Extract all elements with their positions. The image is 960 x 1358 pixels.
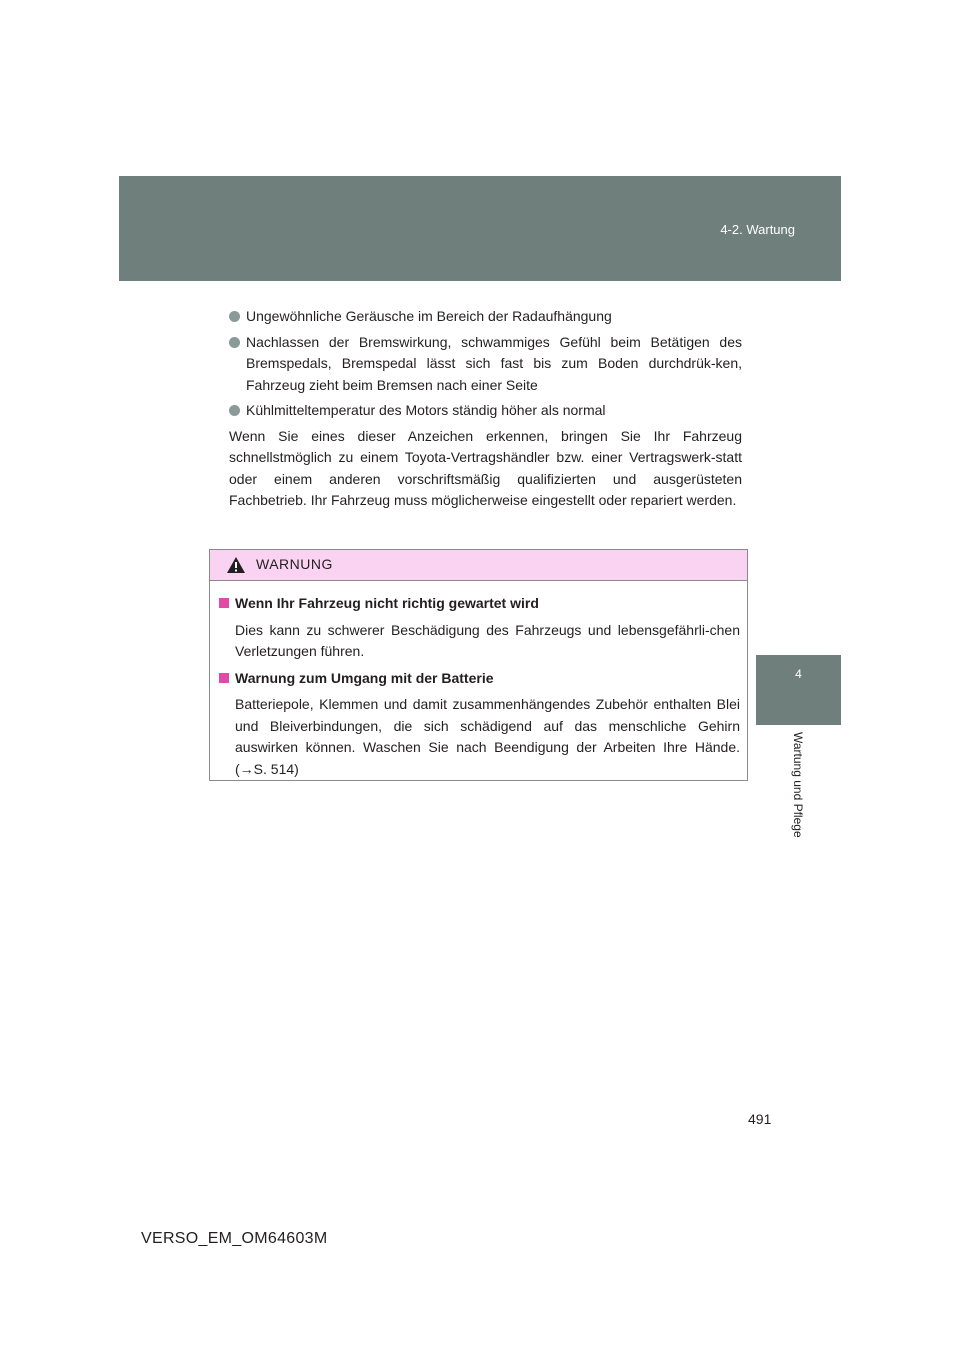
warning-item-text: Batteriepole, Klemmen und damit zusammenhängendes Zubehör enthalten Blei und Bleiverbindungen, die sich schädigend auf das menschliche Gehirn auswirken können. Waschen Sie nach Beendigung der Arbeiten Ihre Hände. (→S. 514) bbox=[235, 696, 740, 777]
list-item bbox=[229, 332, 742, 397]
section-title: 4-2. Wartung bbox=[720, 222, 795, 237]
warning-body bbox=[210, 581, 747, 780]
warning-item-heading bbox=[219, 593, 740, 615]
list-item-text: Kühlmitteltemperatur des Motors ständig höher als normal bbox=[246, 402, 606, 418]
chapter-title: Wartung und Pflege bbox=[791, 732, 805, 838]
bullet-icon bbox=[229, 311, 240, 322]
warning-item-text: Dies kann zu schwerer Beschädigung des Fahrzeugs und lebensgefährli-chen Verletzungen führen. bbox=[235, 621, 740, 659]
document-code: VERSO_EM_OM64603M bbox=[141, 1230, 328, 1247]
page-number: 491 bbox=[748, 1111, 772, 1127]
chapter-number: 4 bbox=[795, 667, 802, 681]
warning-triangle-icon bbox=[226, 556, 246, 574]
bullet-icon bbox=[229, 337, 240, 348]
body-paragraph: Wenn Sie eines dieser Anzeichen erkennen, bringen Sie Ihr Fahrzeug schnellstmöglich zu einem Toyota-Vertragshändler bzw. einer Vertragswerk-statt oder einem anderen vorschriftsmäßig qualifizierten und ausgerüsteten Fachbetrieb. Ihr Fahrzeug muss möglicherweise eingestellt oder repariert werden. bbox=[229, 427, 742, 508]
square-bullet-icon bbox=[219, 673, 229, 683]
main-content bbox=[229, 306, 742, 526]
warning-item-heading-text: Warnung zum Umgang mit der Batterie bbox=[235, 669, 494, 686]
warning-header bbox=[210, 550, 747, 581]
square-bullet-icon bbox=[219, 598, 229, 608]
chapter-tab bbox=[756, 655, 841, 725]
list-item bbox=[229, 400, 742, 422]
header-band bbox=[119, 176, 841, 281]
bullet-icon bbox=[229, 405, 240, 416]
list-item bbox=[229, 306, 742, 328]
warning-box bbox=[209, 549, 748, 781]
warning-item-heading-text: Wenn Ihr Fahrzeug nicht richtig gewartet wird bbox=[235, 595, 539, 611]
list-item-text: Ungewöhnliche Geräusche im Bereich der Radaufhängung bbox=[246, 308, 612, 324]
warning-title: WARNUNG bbox=[256, 556, 333, 572]
list-item-text: Nachlassen der Bremswirkung, schwammiges Gefühl beim Betätigen des Bremspedals, Bremspedal lässt sich fast bis zum Boden durchdrük-ken, Fahrzeug zieht beim Bremsen nach einer Seite bbox=[246, 333, 742, 393]
warning-item-heading bbox=[219, 668, 740, 690]
